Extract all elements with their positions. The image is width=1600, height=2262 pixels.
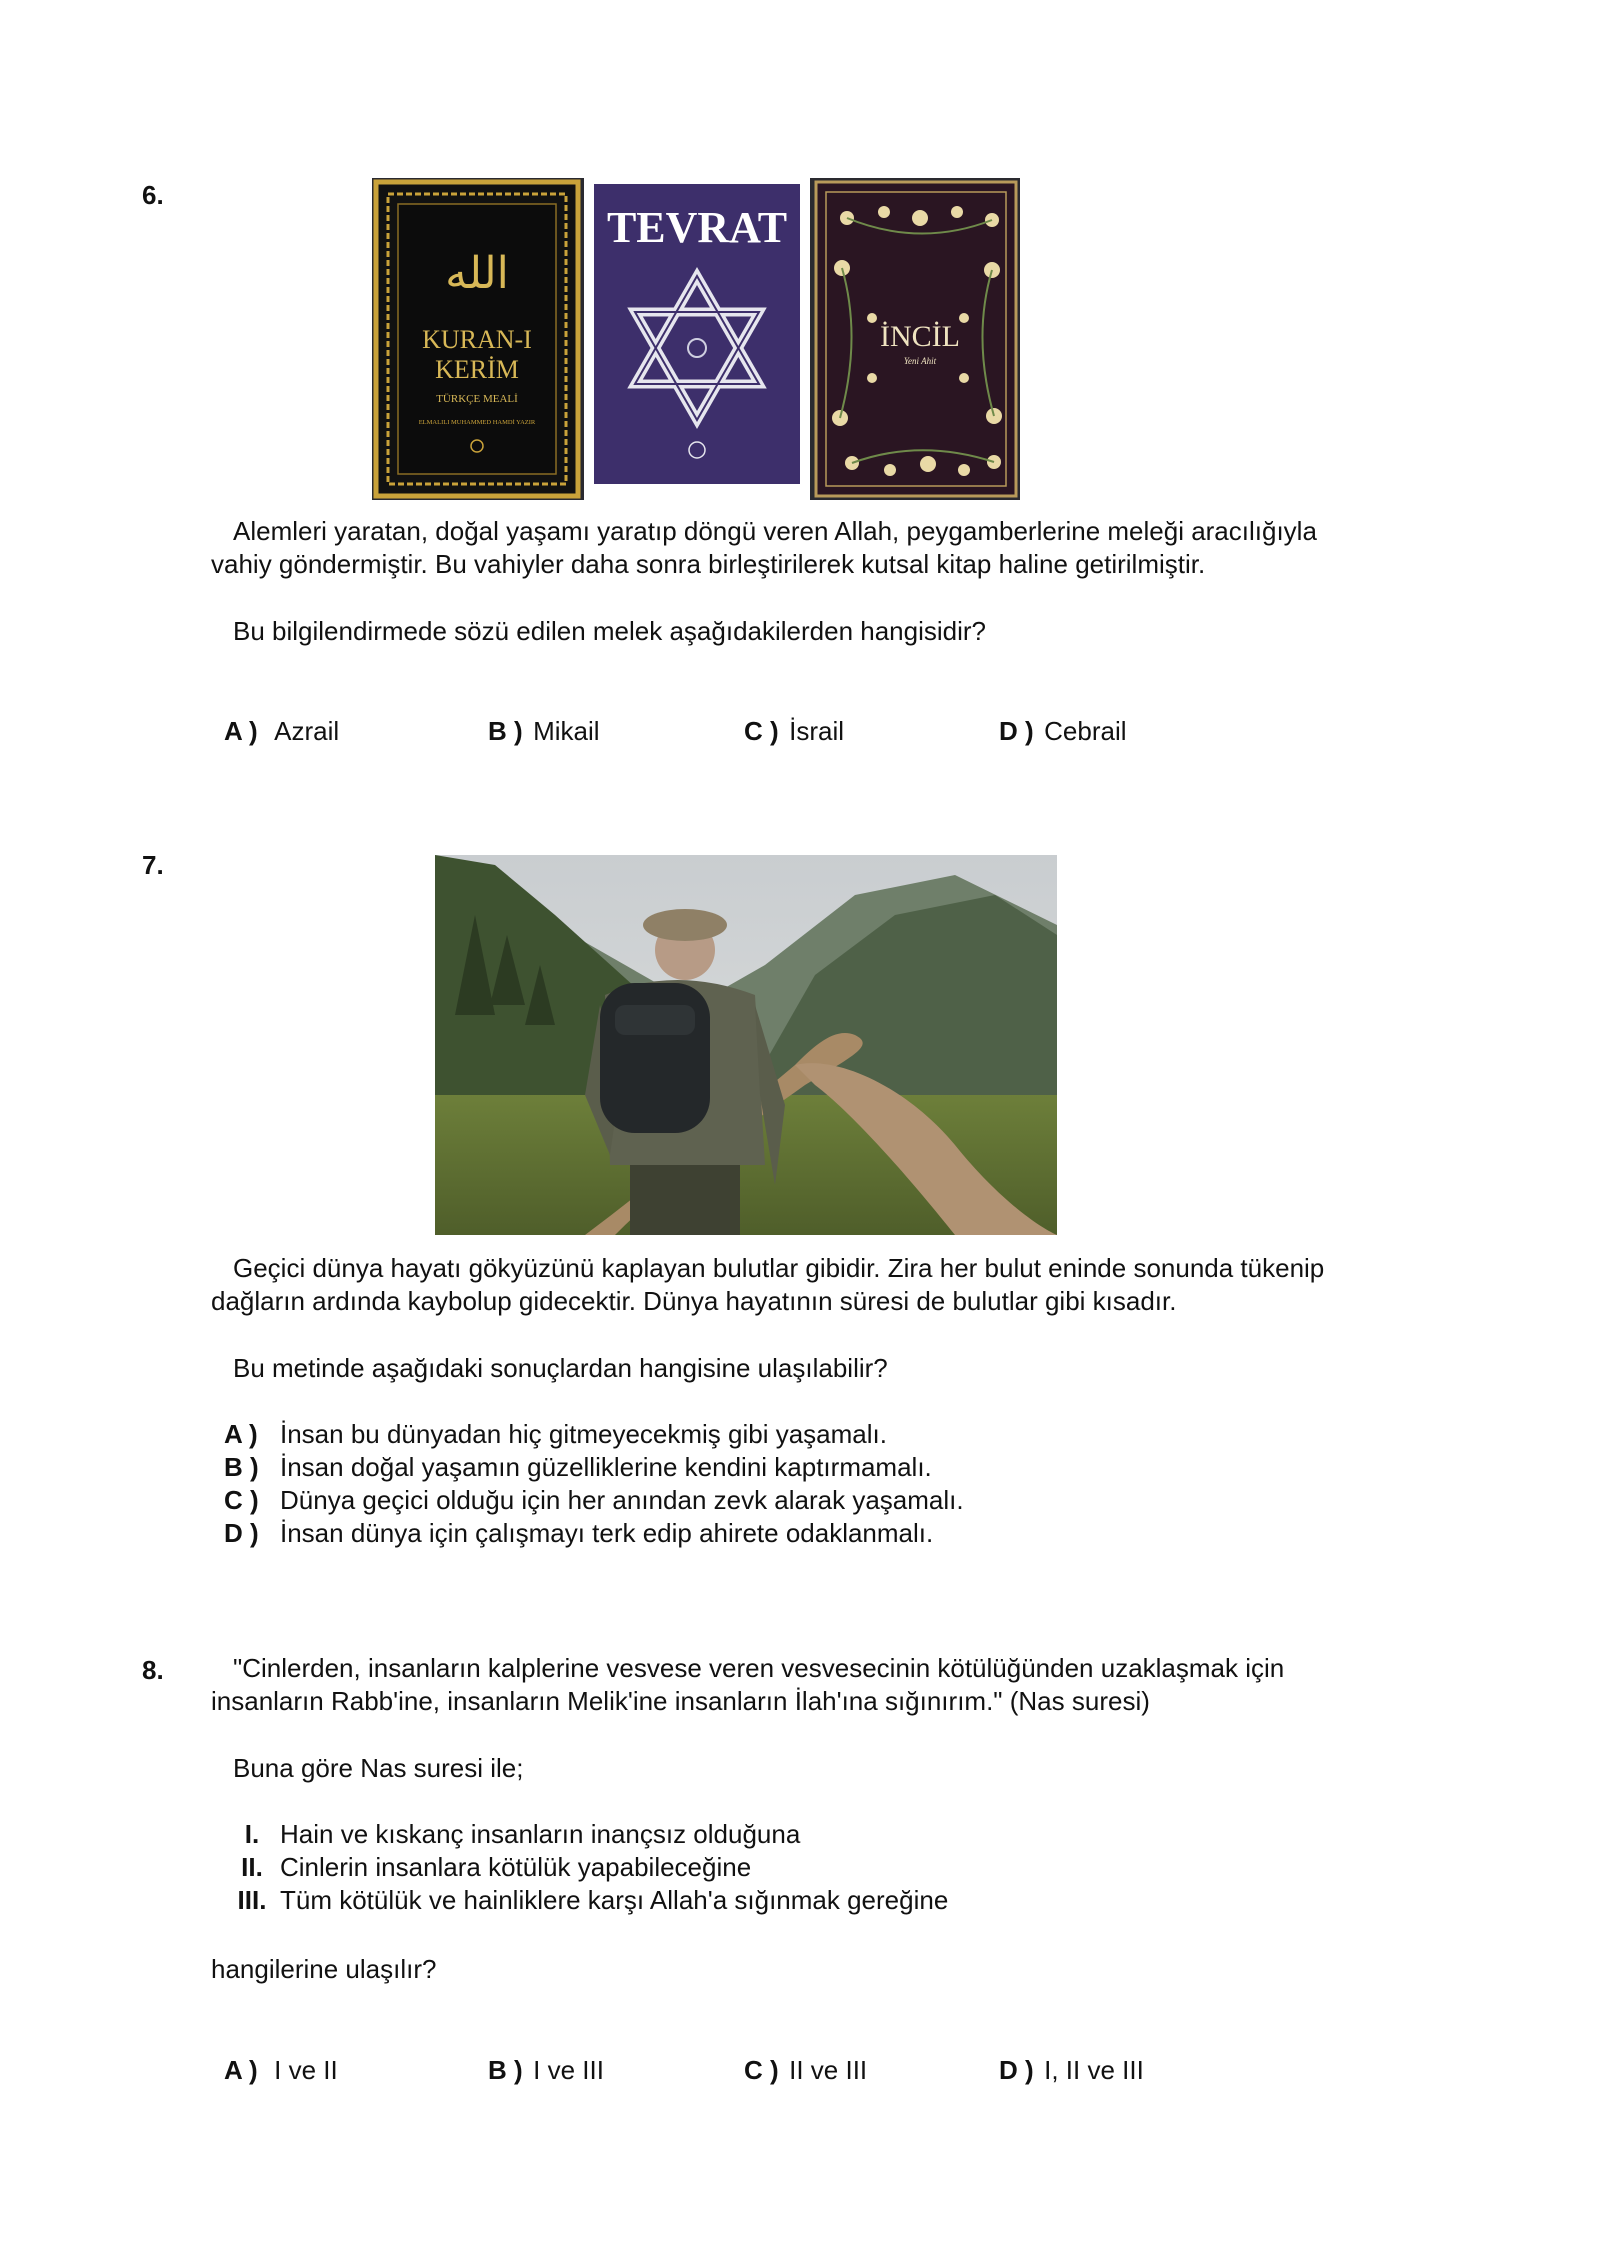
question-8-option-d[interactable]: D ) I, II ve III xyxy=(999,2055,1144,2085)
question-7-number: 7. xyxy=(142,850,164,880)
question-8-number: 8. xyxy=(142,1655,164,1685)
question-6-prompt: Bu bilgilendirmede sözü edilen melek aşağıdakilerden hangisidir? xyxy=(233,616,987,646)
question-7-option-a[interactable]: A ) İnsan bu dünyadan hiç gitmeyecekmiş gibi yaşamalı. xyxy=(224,1419,887,1449)
question-6-number: 6. xyxy=(142,180,164,210)
book1-title-line2: KERİM xyxy=(435,355,519,384)
question-7-option-b[interactable]: B ) İnsan doğal yaşamın güzelliklerine kendini kaptırmamalı. xyxy=(224,1452,932,1482)
question-7-option-c[interactable]: C ) Dünya geçici olduğu için her anından zevk alarak yaşamalı. xyxy=(224,1485,964,1515)
flat-cap-icon xyxy=(643,909,727,941)
question-8-option-a[interactable]: A ) I ve II xyxy=(224,2055,338,2085)
question-8-stem-line2: insanların Rabb'ine, insanların Melik'ine insanların İlah'ına sığınırım." (Nas suresi) xyxy=(211,1686,1150,1716)
book3-title: İNCİL xyxy=(880,320,960,353)
book2-title: TEVRAT xyxy=(606,203,788,252)
holy-books-image xyxy=(372,178,1020,500)
question-8-lead: Buna göre Nas suresi ile; xyxy=(233,1753,524,1783)
question-6-option-d[interactable]: D ) Cebrail xyxy=(999,716,1127,746)
question-6-option-c[interactable]: C ) İsrail xyxy=(744,716,845,746)
question-8-statement-1: I. Hain ve kıskanç insanların inançsız olduğuna xyxy=(244,1819,801,1849)
question-7-option-d[interactable]: D ) İnsan dünya için çalışmayı terk edip ahirete odaklanmalı. xyxy=(224,1518,934,1548)
question-6-option-b[interactable]: B ) Mikail xyxy=(488,716,600,746)
question-7-stem-line1: Geçici dünya hayatı gökyüzünü kaplayan bulutlar gibidir. Zira her bulut eninde sonunda tükenip xyxy=(233,1253,1325,1283)
book1-author: ELMALILI MUHAMMED HAMDİ YAZIR xyxy=(418,419,536,426)
question-7-prompt: Bu metinde aşağıdaki sonuçlardan hangisine ulaşılabilir? xyxy=(233,1353,888,1383)
question-6-stem-line2: vahiy göndermiştir. Bu vahiyler daha sonra birleştirilerek kutsal kitap haline getirilmiştir. xyxy=(211,549,1206,579)
book1-title-line1: KURAN-I xyxy=(422,325,532,354)
question-8-statement-3: III. Tüm kötülük ve hainliklere karşı Allah'a sığınmak gereğine xyxy=(237,1885,949,1915)
allah-calligraphy: الله xyxy=(445,249,509,298)
question-7-stem-line2: dağların ardında kaybolup gidecektir. Dünya hayatının süresi de bulutlar gibi kısadır. xyxy=(211,1286,1177,1316)
book3-subtitle: Yeni Ahit xyxy=(903,356,937,366)
question-6-stem-line1: Alemleri yaratan, doğal yaşamı yaratıp döngü veren Allah, peygamberlerine meleği aracılığıyla xyxy=(233,516,1317,546)
question-8-stem-line1: "Cinlerden, insanların kalplerine vesvese veren vesvesecinin kötülüğünden uzaklaşmak için xyxy=(233,1653,1285,1683)
question-8-option-c[interactable]: C ) II ve III xyxy=(744,2055,868,2085)
book1-subtitle: TÜRKÇE MEALİ xyxy=(436,393,518,405)
hiker-landscape-image xyxy=(435,855,1057,1235)
question-8-prompt: hangilerine ulaşılır? xyxy=(211,1954,437,1984)
question-6-option-a[interactable]: A ) Azrail xyxy=(224,716,340,746)
question-8-statement-2: II. Cinlerin insanlara kötülük yapabileceğine xyxy=(241,1852,752,1882)
question-8-option-b[interactable]: B ) I ve III xyxy=(488,2055,604,2085)
